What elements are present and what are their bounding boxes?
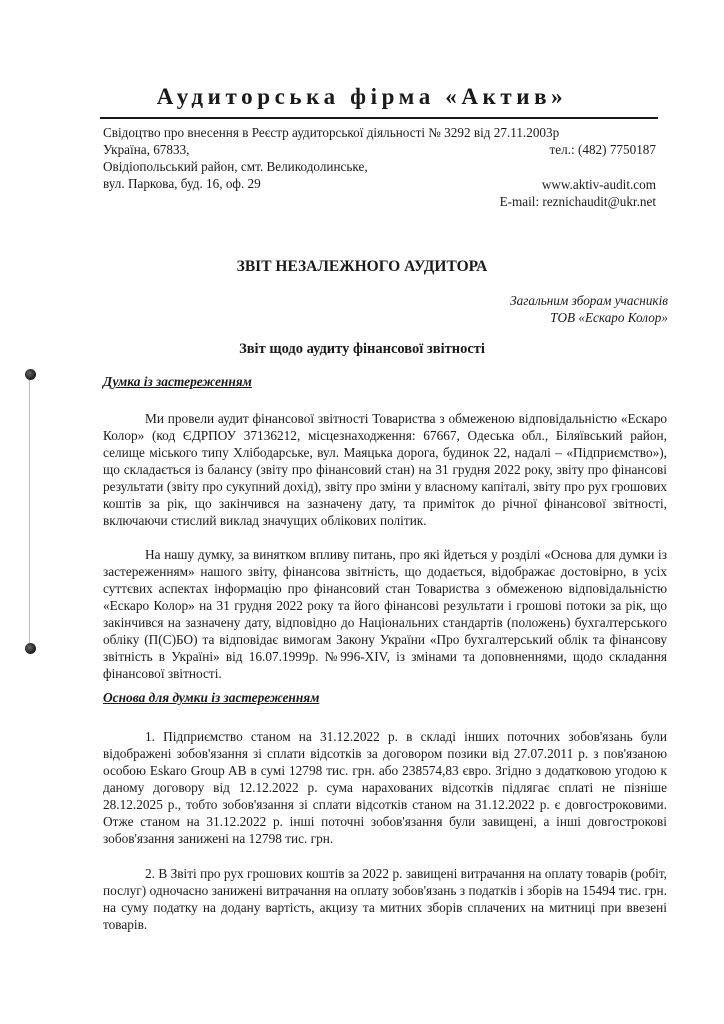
header-divider <box>100 117 658 119</box>
binder-hole-bottom <box>25 643 36 654</box>
phone-number: тел.: (482) 7750187 <box>549 142 656 157</box>
basis-heading: Основа для думки із застереженням <box>103 690 320 705</box>
address-line-2: Овідіопольський район, смт. Великодолинське, <box>103 159 368 174</box>
addressee-line-2: ТОВ «Ескаро Колор» <box>550 310 668 325</box>
basis-item-1: 1. Підприємство станом на 31.12.2022 р. в складі інших поточних зобов'язань були відображені зобов'язання зі сплати відсотків за договором позики від 27.07.2011 р. з пов'язаною особою Eskaro Group AB в сумі 12798 тис. грн. або 238574,83 євро. Згідно з додатковою угодою к даному договору від 12.12.2022 р. сума нарахованих відсотків підлягає сплаті не пізніше 28.12.2025 р., тобто зобов'язання зі сплати відсотків станом на 31.12.2022 р. є довгостроковими. Отже станом на 31.12.2022 р. інші поточні зобов'язання були завищені, а інші довгострокові зобов'язання занижені на 12798 тис. грн. <box>103 729 667 846</box>
binder-hole-top <box>25 369 36 380</box>
opinion-paragraph-1: Ми провели аудит фінансової звітності Товариства з обмеженою відповідальністю «Ескаро Колор» (код ЄДРПОУ 37136212, місцезнаходження: 67667, Одеська обл., Біляївський район, селище міського типу Хлібодарське, вул. Маяцька дорога, будинок 22, надалі – «Підприємство»), що складається із балансу (звіту про фінансовий стан) на 31 грудня 2022 року, звіту про фінансові результати (звіту про сукупний дохід), звіту про зміни у власному капіталі, звіту про рух грошових коштів за рік, що закінчився на зазначену дату, та приміток до річної фінансової звітності, включаючи стислий виклад значущих облікових політик. <box>103 411 667 528</box>
website-link[interactable]: www.aktiv-audit.com <box>541 177 656 192</box>
opinion-heading: Думка із застереженням <box>103 374 252 389</box>
binder-margin-line <box>29 380 30 645</box>
section-title: Звіт щодо аудиту фінансової звітності <box>239 341 485 357</box>
firm-name: Аудиторська фірма «Актив» <box>156 84 568 109</box>
address-line-3: вул. Паркова, буд. 16, оф. 29 <box>103 176 261 191</box>
registration-line: Свідоцтво про внесення в Реєстр аудиторської діяльності № 3292 від 27.11.2003р <box>103 125 560 140</box>
address-line-1: Україна, 67833, <box>103 142 190 157</box>
report-title: ЗВІТ НЕЗАЛЕЖНОГО АУДИТОРА <box>236 258 488 275</box>
addressee-line-1: Загальним зборам учасників <box>510 293 668 308</box>
basis-item-2: 2. В Звіті про рух грошових коштів за 2022 р. завищені витрачання на оплату товарів (робіт, послуг) одночасно занижені витрачання на оплату зобов'язань з податків і зборів на 15494 тис. грн. на суму податку на додану вартість, акцизу та митних зборів сплачених на митниці при ввезені товарів. <box>103 866 667 932</box>
email-link[interactable]: E-mail: reznichaudit@ukr.net <box>499 194 656 209</box>
opinion-paragraph-2: На нашу думку, за винятком впливу питань, про які йдеться у розділі «Основа для думки із застереженням» нашого звіту, фінансова звітність, що додається, відображає достовірно, в усіх суттєвих аспектах інформацію про фінансовий стан Товариства з обмеженою відповідальністю «Ескаро Колор» на 31 грудня 2022 року та його фінансові результати і грошові потоки за рік, що закінчився на зазначену дату, відповідно до Національних стандартів (положень) бухгалтерського обліку (П(С)БО) та відповідає вимогам Закону України «Про бухгалтерський облік та фінансову звітність в Україні» від 16.07.1999р. №996-XIV, із змінами та доповненнями, щодо складання фінансової звітності. <box>103 547 667 681</box>
addressee <box>510 292 668 326</box>
